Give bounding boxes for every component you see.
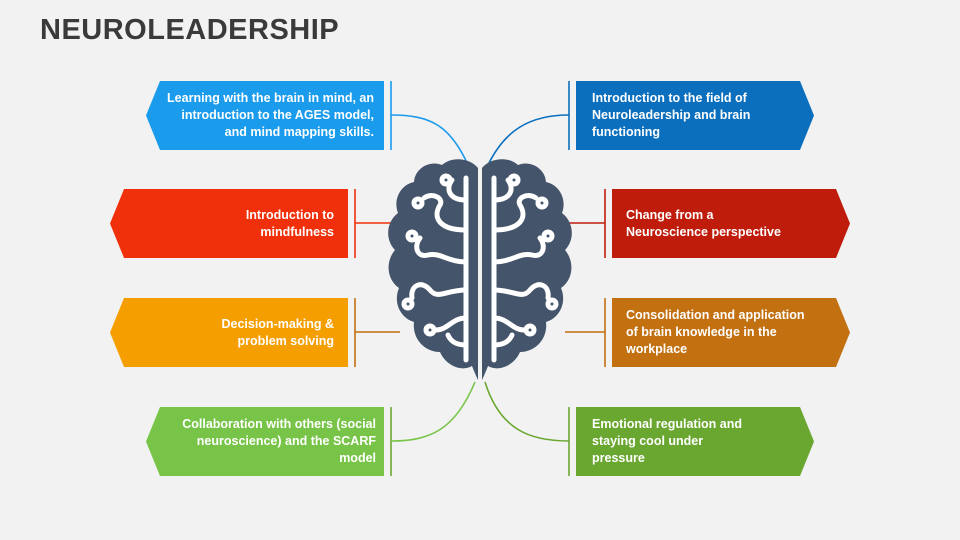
connector-left-4 bbox=[391, 382, 475, 441]
topic-text-right-2: Change from a Neuroscience perspective bbox=[626, 207, 781, 239]
topic-text-right-1: Introduction to the field of Neuroleadership and brain functioning bbox=[592, 91, 751, 139]
brain-icon bbox=[388, 159, 572, 380]
topic-text-left-2: Introduction to mindfulness bbox=[245, 207, 334, 239]
connector-right-4 bbox=[485, 382, 569, 441]
topic-box-left-2 bbox=[150, 189, 334, 258]
topic-box-right-1 bbox=[592, 81, 792, 150]
connector-right-1 bbox=[488, 115, 569, 165]
topic-text-left-3: Decision-making & problem solving bbox=[221, 316, 334, 348]
page-title: NEUROLEADERSHIP bbox=[40, 14, 340, 46]
topic-box-right-4 bbox=[592, 407, 792, 476]
topic-box-left-1 bbox=[162, 81, 374, 150]
topic-box-left-4 bbox=[162, 407, 376, 476]
connector-left-1 bbox=[391, 115, 468, 165]
topic-box-right-3 bbox=[626, 298, 836, 367]
topic-text-left-4: Collaboration with others (social neuroscience) and the SCARF model bbox=[182, 417, 376, 465]
topic-box-left-3 bbox=[150, 298, 334, 367]
topic-text-right-3: Consolidation and application of brain knowledge in the workplace bbox=[626, 308, 805, 356]
topic-text-left-1: Learning with the brain in mind, an introduction to the AGES model, and mind mapping skills. bbox=[167, 91, 374, 139]
topic-text-right-4: Emotional regulation and staying cool under pressure bbox=[592, 417, 743, 465]
topic-box-right-2 bbox=[626, 189, 826, 258]
